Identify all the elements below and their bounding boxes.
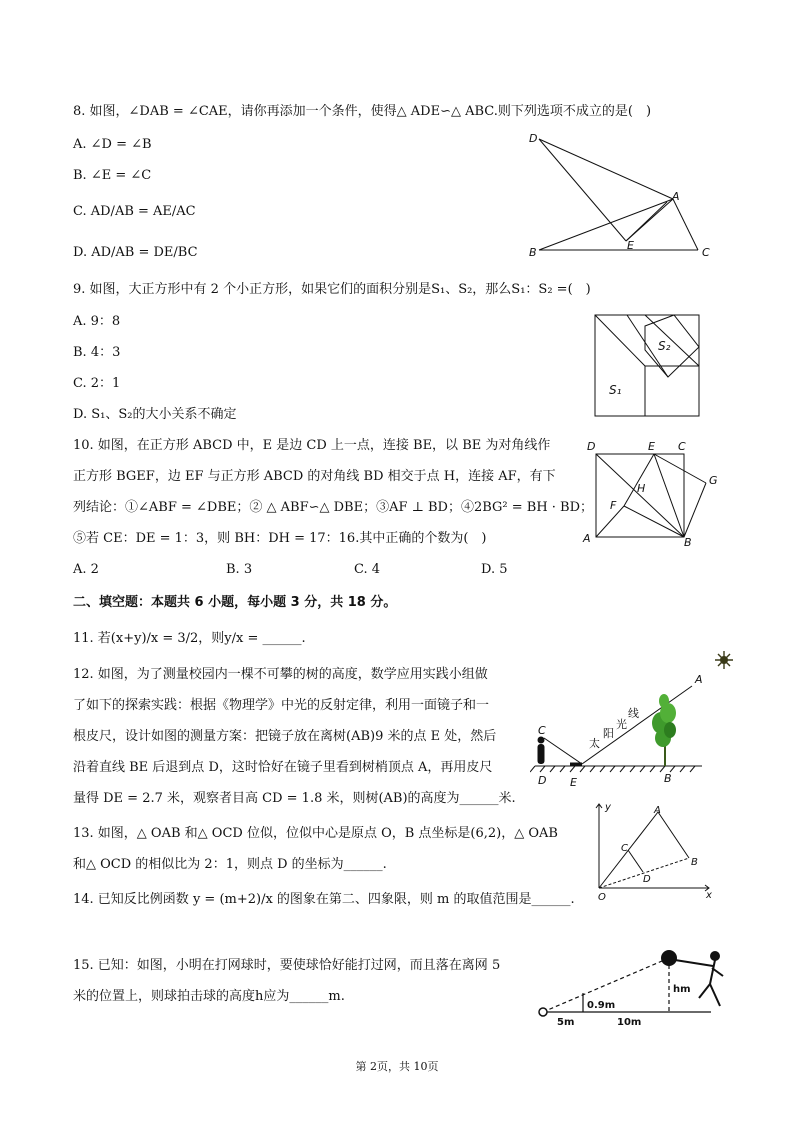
label-B: B <box>664 772 672 785</box>
q9-option-b: B. 4：3 <box>73 345 121 360</box>
label-h: hm <box>673 984 691 995</box>
label-B: B <box>684 536 692 548</box>
label-O: O <box>598 892 606 902</box>
label-G: G <box>709 474 718 487</box>
label-D: D <box>538 774 547 787</box>
label-tai: 太 <box>589 737 600 750</box>
label-5m: 5m <box>557 1017 575 1028</box>
q10-figure <box>578 436 728 548</box>
label-guang: 光 <box>616 718 627 731</box>
q10-option-d: D. 5 <box>481 562 508 577</box>
q12-line5: 量得 DE = 2.7 米，观察者目高 CD = 1.8 米，则树(AB)的高度为______米. <box>73 791 516 806</box>
section-title: 二、填空题：本题共 6 小题，每小题 3 分，共 18 分。 <box>73 595 397 610</box>
q10-option-b: B. 3 <box>226 562 253 577</box>
label-y: y <box>605 802 611 813</box>
q12-line2: 了如下的探索实践：根据《物理学》中光的反射定律，利用一面镜子和一 <box>73 698 490 713</box>
q8-stem: 8. 如图，∠DAB = ∠CAE，请你再添加一个条件，使得△ ADE∽△ ABC.则下列选项不成立的是( ) <box>73 104 652 119</box>
q15-line2: 米的位置上，则球拍击球的高度h应为______m. <box>73 989 345 1004</box>
q9-stem: 9. 如图，大正方形中有 2 个小正方形，如果它们的面积分别是S₁、S₂，那么S₁：S₂ =( ) <box>73 282 591 297</box>
tree <box>652 694 676 766</box>
label-A: A <box>654 805 661 816</box>
q12-figure <box>530 668 715 790</box>
q12-line1: 12. 如图，为了测量校园内一棵不可攀的树的高度，数学应用实践小组做 <box>73 667 488 682</box>
label-E: E <box>570 776 577 789</box>
q11-text: 11. 若(x+y)/x = 3/2，则y/x = ______. <box>73 631 306 646</box>
label-D: D <box>587 440 596 453</box>
label-10m: 10m <box>617 1017 642 1028</box>
player-figure <box>675 952 723 1006</box>
q10-option-c: C. 4 <box>354 562 381 577</box>
label-B: B <box>529 246 537 259</box>
q10-line1: 10. 如图，在正方形 ABCD 中，E 是边 CD 上一点，连接 BE，以 BE 为对角线作 <box>73 438 551 453</box>
q12-line4: 沿着直线 BE 后退到点 D，这时恰好在镜子里看到树梢顶点 A，再用皮尺 <box>73 760 493 775</box>
label-A: A <box>672 190 680 203</box>
observer-person <box>538 737 545 765</box>
label-C: C <box>621 843 628 854</box>
q10-line2: 正方形 BGEF，边 EF 与正方形 ABCD 的对角线 BD 相交于点 H，连接 AF，有下 <box>73 469 556 484</box>
q13-line2: 和△ OCD 的相似比为 2：1，则点 D 的坐标为______. <box>73 857 387 872</box>
label-F: F <box>610 499 617 512</box>
label-net-height: 0.9m <box>587 1000 616 1011</box>
q15-figure <box>535 946 730 1030</box>
sun-icon <box>714 650 734 670</box>
q9-option-c: C. 2：1 <box>73 376 121 391</box>
label-E: E <box>627 239 634 252</box>
q13-line1: 13. 如图，△ OAB 和△ OCD 位似，位似中心是原点 O，B 点坐标是(6,2)，△ OAB <box>73 826 558 841</box>
label-C: C <box>678 440 686 453</box>
label-s1: S₁ <box>609 383 622 397</box>
label-yang: 阳 <box>603 727 614 740</box>
q12-line3: 根皮尺，设计如图的测量方案：把镜子放在离树(AB)9 米的点 E 处，然后 <box>73 729 497 744</box>
q9-option-d: D. S₁、S₂的大小关系不确定 <box>73 407 237 422</box>
q8-option-a: A. ∠D = ∠B <box>73 137 152 152</box>
label-C: C <box>702 246 710 259</box>
label-A: A <box>583 532 591 545</box>
label-E: E <box>648 440 655 453</box>
label-C: C <box>538 724 546 737</box>
q10-line4: ⑤若 CE：DE = 1：3，则 BH：DH = 17：16.其中正确的个数为( ) <box>73 531 487 546</box>
label-A: A <box>695 673 703 686</box>
q14-text: 14. 已知反比例函数 y = (m+2)/x 的图象在第二、四象限，则 m 的取值范围是______. <box>73 892 575 907</box>
label-D: D <box>643 874 651 885</box>
q15-line1: 15. 已知：如图，小明在打网球时，要使球恰好能打过网，而且落在离网 5 <box>73 958 501 973</box>
q10-option-a: A. 2 <box>73 562 99 577</box>
q10-line3: 列结论：①∠ABF = ∠DBE；② △ ABF∽△ DBE；③AF ⊥ BD；④2BG² = BH · BD； <box>73 500 594 515</box>
label-xian: 线 <box>628 707 639 720</box>
label-D: D <box>529 132 538 145</box>
q13-figure <box>585 796 720 902</box>
label-s2: S₂ <box>658 339 671 353</box>
q8-option-d: D. AD/AB = DE/BC <box>73 245 198 260</box>
page-footer: 第 2页，共 10页 <box>355 1060 439 1073</box>
q8-figure <box>525 128 725 260</box>
label-B: B <box>691 857 698 868</box>
q8-option-c: C. AD/AB = AE/AC <box>73 204 196 219</box>
q8-option-b: B. ∠E = ∠C <box>73 168 152 183</box>
q9-option-a: A. 9：8 <box>73 314 121 329</box>
label-H: H <box>637 482 646 495</box>
q9-figure <box>590 310 705 418</box>
label-x: x <box>706 890 712 901</box>
